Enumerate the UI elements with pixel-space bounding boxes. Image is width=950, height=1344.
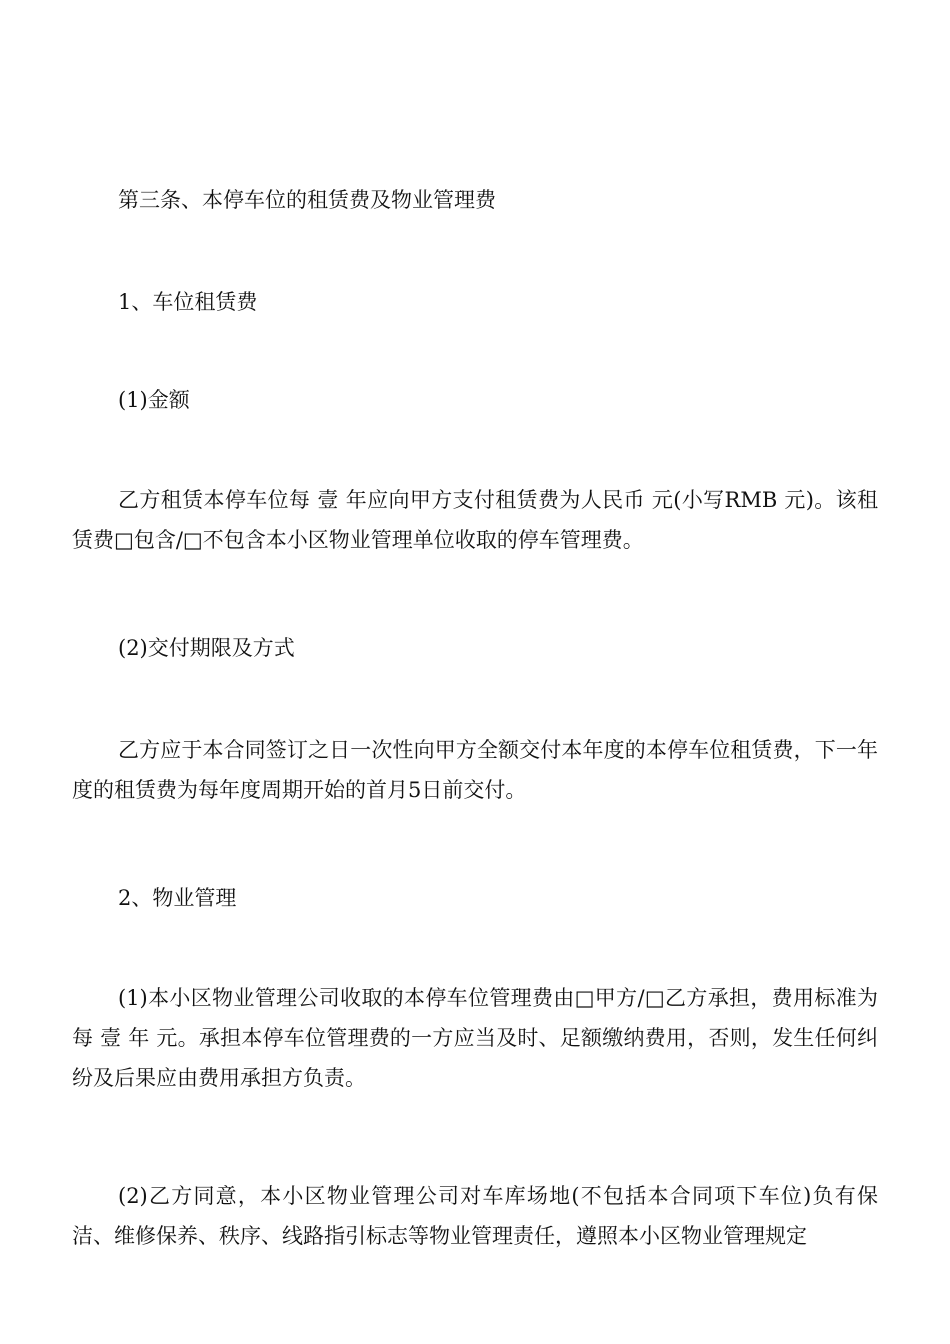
paragraph-management-fee: (1)本小区物业管理公司收取的本停车位管理费由□甲方/□乙方承担，费用标准为每 壹 年 元。承担本停车位管理费的一方应当及时、足额缴纳费用，否则，发生任何纠纷及后果应由费用承担方负责。 [72, 986, 878, 1090]
article-heading: 第三条、本停车位的租赁费及物业管理费 [118, 188, 496, 212]
subsection-heading-payment: (2)交付期限及方式 [118, 636, 295, 660]
section-heading-property: 2、物业管理 [118, 886, 237, 910]
paragraph-payment-terms: 乙方应于本合同签订之日一次性向甲方全额交付本年度的本停车位租赁费，下一年度的租赁费为每年度周期开始的首月5日前交付。 [72, 738, 878, 802]
section-heading-rent: 1、车位租赁费 [118, 290, 258, 314]
subsection-heading-amount: (1)金额 [118, 388, 190, 412]
paragraph-property-duties: (2)乙方同意，本小区物业管理公司对车库场地(不包括本合同项下车位)负有保洁、维修保养、秩序、线路指引标志等物业管理责任，遵照本小区物业管理规定 [72, 1184, 878, 1248]
paragraph-rent-amount: 乙方租赁本停车位每 壹 年应向甲方支付租赁费为人民币 元(小写RMB 元)。该租赁费□包含/□不包含本小区物业管理单位收取的停车管理费。 [72, 488, 878, 552]
